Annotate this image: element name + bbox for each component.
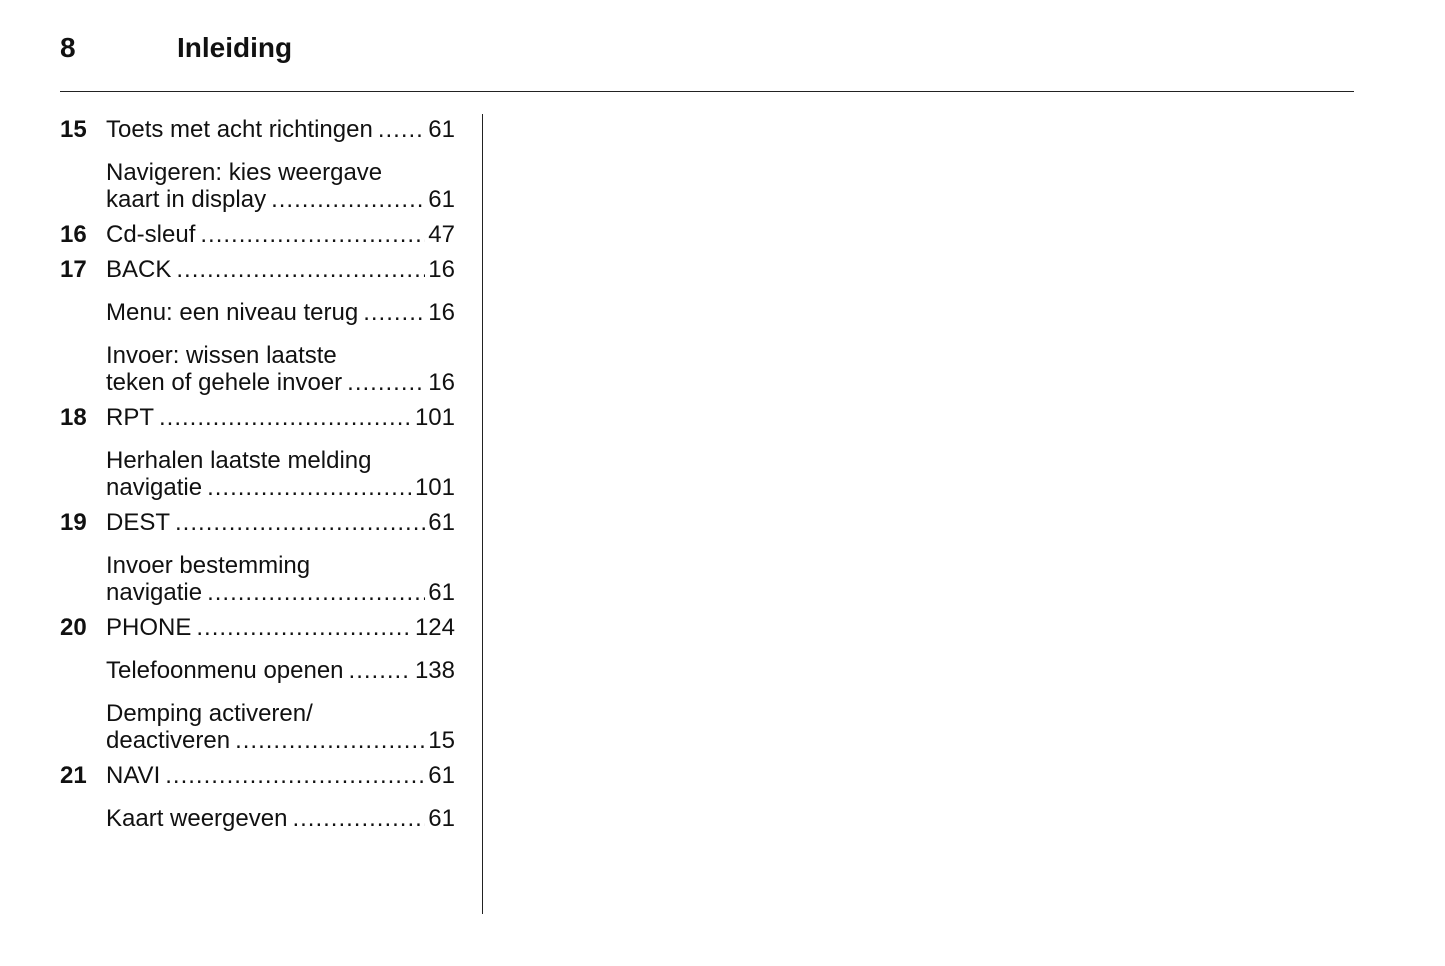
toc-entry-number: 18 [60,404,87,431]
toc-entry [60,509,455,536]
dot-leader [378,116,425,143]
toc-entry-number: 21 [60,762,87,789]
dot-leader [196,614,412,641]
toc-entry-label: RPT [106,404,154,431]
toc-entry-label: PHONE [106,614,192,641]
toc-subentry [60,657,455,684]
toc-page-number: 15 [428,727,455,754]
dot-leader [347,369,425,396]
toc-entry-label: Menu: een niveau terug [106,299,359,326]
column-divider [482,114,483,914]
toc-entry [60,116,455,143]
dot-leader [176,256,425,283]
toc-subentry [60,299,455,326]
toc-entry-label: Kaart weergeven [106,805,288,832]
toc-entry-label: Cd-sleuf [106,221,196,248]
dot-leader [292,805,425,832]
toc-entry-label: kaart in display [106,186,267,213]
toc-entry-text-line: Invoer bestemming [106,552,311,579]
dot-leader [207,579,425,606]
toc-entry-number: 15 [60,116,87,143]
dot-leader [235,727,425,754]
toc-entry-label: deactiveren [106,727,231,754]
toc-entry [60,404,455,431]
toc-page-number: 61 [428,762,455,789]
toc-page-number: 61 [428,579,455,606]
toc-entry [60,256,455,283]
toc-entry-number: 20 [60,614,87,641]
toc-entry [60,614,455,641]
dot-leader [207,474,412,501]
toc-page-number: 61 [428,805,455,832]
toc-subentry [60,342,455,396]
toc-subentry [60,447,455,501]
toc-page-number: 61 [428,186,455,213]
toc-entry-label: Toets met acht richtingen [106,116,373,143]
toc-page-number: 16 [428,369,455,396]
toc-entry [60,762,455,789]
toc-entry-number: 17 [60,256,87,283]
toc-page-number: 16 [428,299,455,326]
toc-subentry [60,159,455,213]
toc-page-number: 61 [428,116,455,143]
dot-leader [200,221,425,248]
toc-entry-text-line: Herhalen laatste melding [106,447,372,474]
toc-page-number: 47 [428,221,455,248]
toc-entry-label: BACK [106,256,172,283]
toc-page-number: 124 [414,614,455,641]
toc-entry-label: NAVI [106,762,161,789]
dot-leader [159,404,412,431]
toc-entry-text-line: Invoer: wissen laatste [106,342,337,369]
dot-leader [271,186,425,213]
toc-page-number: 61 [428,509,455,536]
page-number: 8 [60,32,76,63]
page-title: Inleiding [177,32,293,63]
toc-entry-label: navigatie [106,474,203,501]
dot-leader [175,509,425,536]
toc-subentry [60,700,455,754]
toc-entry-label: teken of gehele invoer [106,369,343,396]
toc-page-number: 138 [414,657,455,684]
toc-page-number: 16 [428,256,455,283]
toc-entry-text-line: Demping activeren/ [106,700,313,727]
dot-leader [363,299,425,326]
header-divider [60,91,1354,92]
toc-subentry [60,552,455,606]
toc-page-number: 101 [414,404,455,431]
toc-entry-number: 19 [60,509,87,536]
toc-entry-label: DEST [106,509,171,536]
toc-subentry [60,805,455,832]
toc-entry-label: navigatie [106,579,203,606]
toc-page-number: 101 [414,474,455,501]
toc-entry [60,221,455,248]
dot-leader [349,657,412,684]
toc-entry-number: 16 [60,221,87,248]
dot-leader [165,762,425,789]
toc-list [60,114,455,832]
toc-entry-label: Telefoonmenu openen [106,657,344,684]
toc-entry-text-line: Navigeren: kies weergave [106,159,383,186]
